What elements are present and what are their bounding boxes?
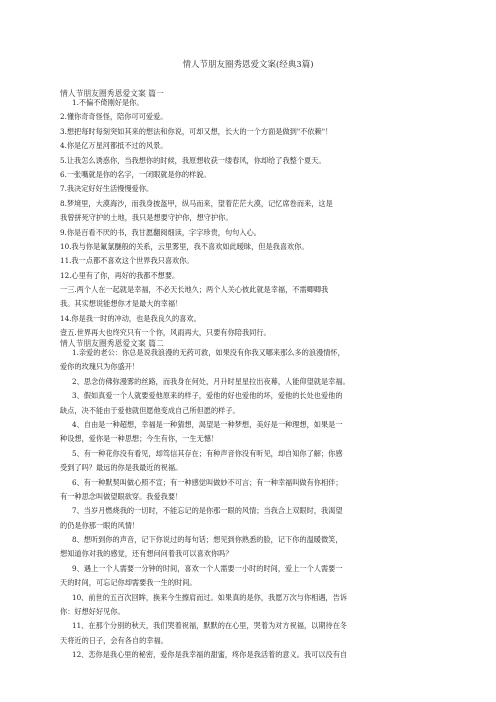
- text-line: 11.我一点都不喜欢这个世界我只喜欢你。: [60, 256, 194, 266]
- text-line: 你：好想好好见你。: [60, 607, 125, 617]
- text-line: 10、前世的五百次回眸，换来今生擦肩而过。如果真的是你，我愿万次与你相遇，告诉: [72, 592, 348, 602]
- section-1-heading: 情人节朋友圈秀恩爱文案 篇一: [60, 89, 164, 98]
- text-line: 一三.两个人在一起就是幸福，不必天长地久；两个人关心彼此就是幸福，不需卿卿我: [60, 285, 329, 295]
- text-line: 我。其实想说能想你才是最大的幸福！: [60, 299, 183, 309]
- text-line: 7、当岁月燃烧我的一切时，不能忘记的是你那一眼的风情；当我合上双眼时，我渴望: [72, 506, 343, 516]
- section-2-heading: 情人节朋友圈秀恩爱文案 篇二: [60, 339, 164, 348]
- text-line: 10.我与你是氟氯醚般的关系，云里雾里，我不喜欢如此暧昧，但是我喜欢你。: [60, 241, 309, 251]
- section-1-body: [60, 96, 440, 341]
- text-line: 9、遇上一个人需要一分钟的时间，喜欢一个人需要一小时的时间，爱上一个人需要一: [72, 563, 343, 573]
- text-line: 天的时间，可忘记你却需要我一生的时间。: [60, 578, 197, 588]
- text-line: 8.梦境里，大漠海沙，而我身披盔甲，纵马而来，望着茫茫大漠，记忆席卷而来，这是: [60, 198, 333, 208]
- text-line: 有一种思念叫做望眼欲穿。我爱我要！: [60, 491, 183, 501]
- text-line: 受到了吗？最远的你是我最近的祝福。: [60, 463, 183, 473]
- section-2-body: [60, 346, 440, 663]
- text-line: 5、有一种花你没有看见，却笃信其存在；有种声音你没有听见，却自知你了解；你感: [72, 448, 343, 458]
- text-line: 5.让我怎么诱惑你，当我想你的时候，我原想收获一缕春风，你却给了我整个夏天。: [60, 155, 326, 165]
- text-line: 壹五.世界再大也终究只有一个你，风雨再大，只要有你陪我同行。: [60, 328, 271, 338]
- text-line: 9.你是百看不厌的书，我甘愿翻阅细读，字字珍贵，句句入心。: [60, 227, 261, 237]
- text-line: 3.想把每时每刻突如其来的想法和你说，可却又想，长大的一个方面是做到"不依赖"！: [60, 126, 333, 136]
- text-line: 想知道你对我的感觉，还有想问问着我可以喜欢你吗？: [60, 549, 233, 559]
- text-line: 6、有一种默契叫做心照不宣；有一种感觉叫做妙不可言；有一种幸福叫做有你相伴；: [72, 477, 343, 487]
- text-line: 缺点，决不能由于爱他就但愿他变成自己所但愿的样子。: [60, 405, 240, 415]
- text-line: 爱你的玫瑰只为你盛开！: [60, 362, 140, 372]
- text-line: 2、思念仿佛弥漫雾的丝路，而我身在何处，月升时星星拉出夜幕，人能仰望就是幸福。: [72, 376, 350, 386]
- text-line: 1.亲爱的老公：你总是说我浪漫的无药可救，如果没有你我又哪来那么多的浪漫情怀，: [72, 348, 345, 357]
- text-line: 4、自由是一种超想，幸福是一种猜想，渴望是一种梦想，美好是一种理想，如果是一: [72, 419, 343, 429]
- text-line: 7.我决定好好生活慢慢爱你。: [60, 184, 154, 194]
- text-line: 4.你是亿万星河都抵不过的风景。: [60, 141, 168, 151]
- text-line: 8、想听到你的声音，记下你说过的每句话；想见到你熟悉的脸，记下你的温暖微笑，: [72, 535, 343, 545]
- text-line: 种设想，爱你是一种思想；今生有你，一生无憾！: [60, 434, 219, 444]
- text-line: 天将近的日子，会有各自的幸福。: [60, 635, 168, 645]
- document-title: 情人节朋友圈秀恩爱文案(经典3篇): [182, 60, 314, 70]
- text-line: 12、恋你是我心里的秘密，爱你是我幸福的甜蜜，疼你是我活着的意义。我可以没有自: [72, 650, 348, 660]
- text-line: 1.不偏不倚刚好是你。: [72, 98, 144, 107]
- text-line: 的仍是你那一眼的风情！: [60, 520, 140, 530]
- text-line: 2.懂你奇奇怪怪，陪你可可爱爱。: [60, 112, 168, 122]
- text-line: 12.心里有了你，再好的我都不想要。: [60, 270, 180, 280]
- text-line: 11、在那个分别的秋天，我们哭着祝福，默默的在心里，哭着为对方祝福，以期待在冬: [72, 621, 348, 631]
- text-line: 14.你是我一时的冲动，也是我良久的喜欢。: [60, 313, 201, 323]
- text-line: 我曾拼死守护的土地，我只是想要守护你，想守护你。: [60, 213, 233, 223]
- text-line: 6.一张嘴就是你的名字，一闭眼就是你的样貌。: [60, 169, 211, 179]
- text-line: 3、假如真爱一个人就要爱他原来的样子，爱他的好也爱他的坏，爱他的长处也爱他的: [72, 391, 343, 401]
